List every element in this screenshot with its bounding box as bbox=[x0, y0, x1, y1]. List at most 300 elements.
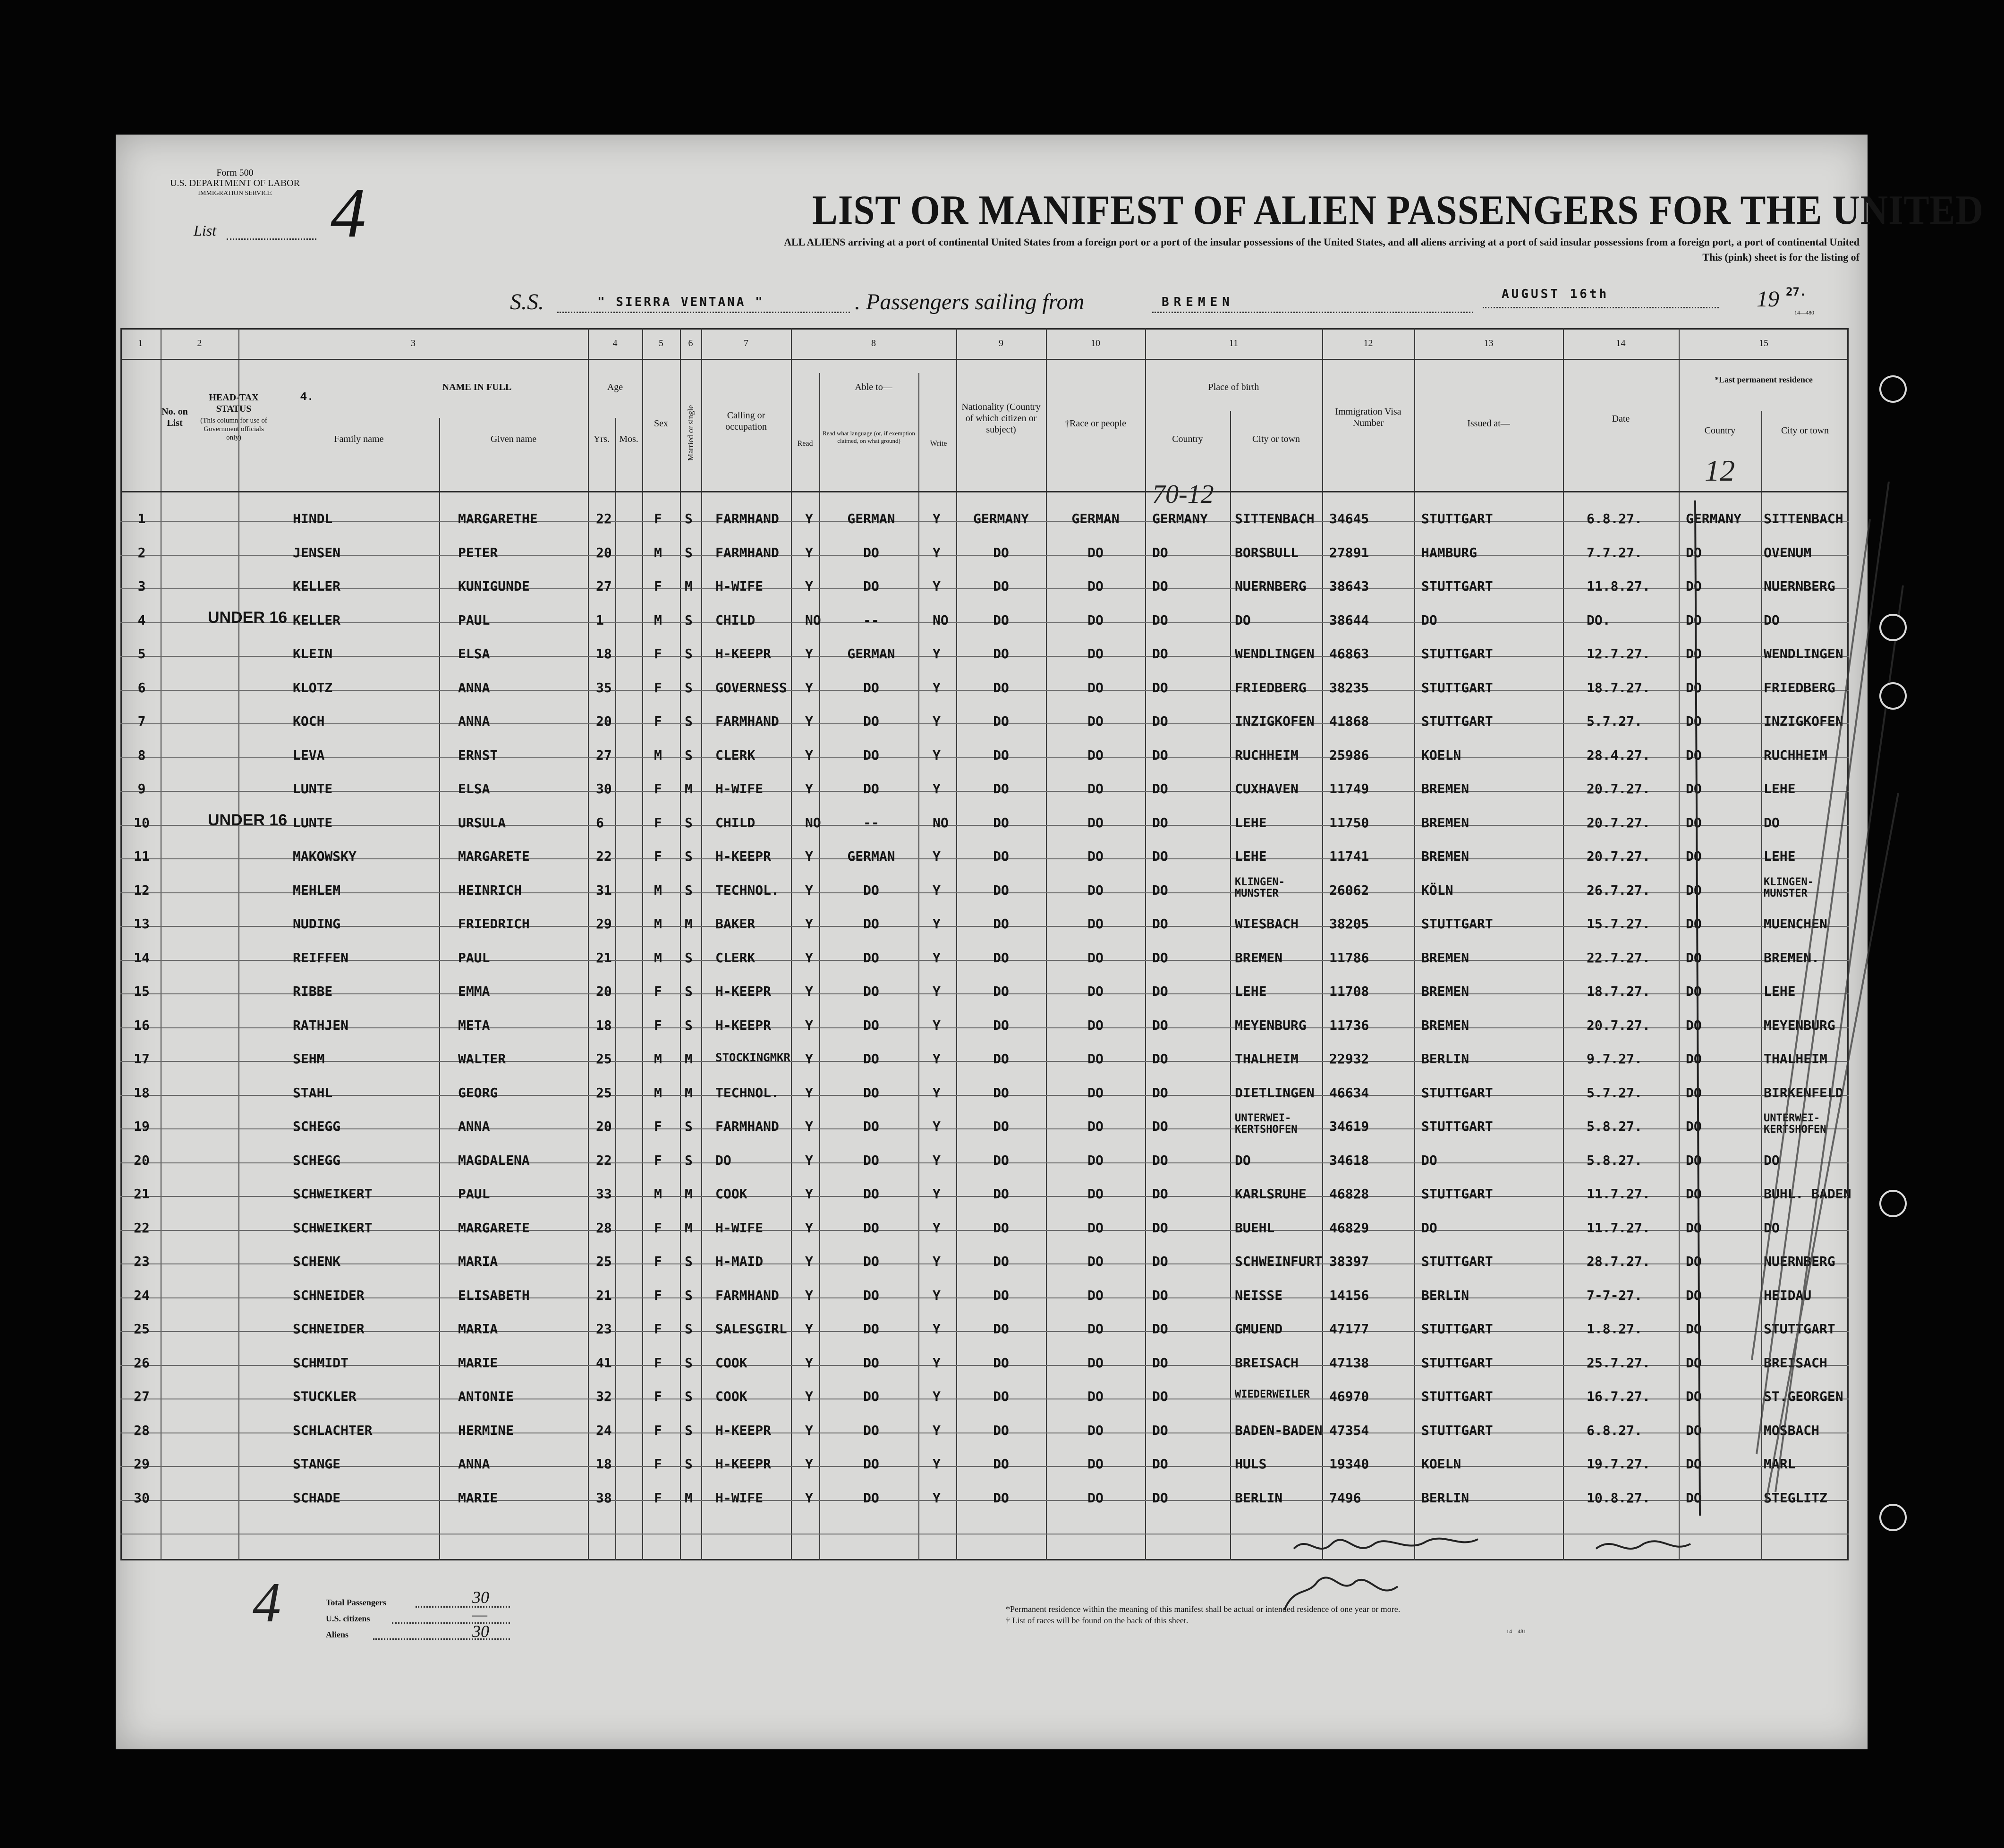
read-language: GERMAN bbox=[847, 511, 895, 526]
family-name: MAKOWSKY bbox=[293, 848, 357, 864]
age-years: 1 bbox=[596, 612, 604, 628]
residence-city: UNTERWEI-KERTSHOFEN bbox=[1764, 1112, 1826, 1136]
total-passengers-value: 30 bbox=[472, 1588, 489, 1607]
birth-country: DO bbox=[1152, 1355, 1168, 1371]
aliens-label: Aliens bbox=[326, 1630, 349, 1639]
age-years: 28 bbox=[596, 1220, 612, 1236]
can-read: Y bbox=[805, 949, 813, 966]
can-read: Y bbox=[805, 1490, 813, 1506]
aliens-value: 30 bbox=[472, 1622, 489, 1641]
can-write: Y bbox=[933, 949, 941, 966]
visa-number: 47177 bbox=[1329, 1321, 1369, 1337]
sex: F bbox=[654, 578, 662, 594]
read-language: DO bbox=[863, 1321, 879, 1337]
race: DO bbox=[1087, 1152, 1104, 1168]
birth-country: DO bbox=[1152, 1051, 1168, 1067]
age-years: 25 bbox=[596, 1085, 612, 1101]
residence-city: OVENUM bbox=[1764, 544, 1812, 560]
birth-country: DO bbox=[1152, 1287, 1168, 1303]
can-read: Y bbox=[805, 1389, 813, 1404]
can-write: NO bbox=[933, 612, 949, 628]
col-number: 10 bbox=[1091, 338, 1100, 348]
column-divider bbox=[791, 328, 792, 1560]
visa-number: 38205 bbox=[1329, 916, 1369, 932]
department-name: U.S. DEPARTMENT OF LABOR bbox=[170, 178, 300, 188]
visa-number: 14156 bbox=[1329, 1287, 1369, 1303]
age-years: 33 bbox=[596, 1186, 612, 1202]
age-years: 31 bbox=[596, 882, 612, 898]
read-language: DO bbox=[863, 1490, 879, 1506]
nationality: DO bbox=[993, 578, 1009, 594]
given-name: MAGDALENA bbox=[458, 1152, 530, 1168]
race: DO bbox=[1087, 1254, 1104, 1269]
header-write: Write bbox=[930, 440, 947, 448]
residence-country: DO bbox=[1686, 1490, 1702, 1506]
form-header bbox=[170, 168, 300, 199]
marital-status: S bbox=[685, 1254, 693, 1269]
age-years: 18 bbox=[596, 1456, 612, 1472]
residence-country: DO bbox=[1686, 1355, 1702, 1371]
residence-country: GERMANY bbox=[1686, 511, 1742, 526]
nationality: DO bbox=[993, 1254, 1009, 1269]
can-read: Y bbox=[805, 1254, 813, 1269]
marital-status: S bbox=[685, 646, 693, 661]
header-able-to: Able to— bbox=[855, 382, 892, 392]
can-read: Y bbox=[805, 1456, 813, 1472]
age-years: 20 bbox=[596, 983, 612, 999]
nationality: DO bbox=[993, 679, 1009, 695]
issued-at: BERLIN bbox=[1421, 1287, 1469, 1303]
sex: F bbox=[654, 1017, 662, 1033]
birth-country: DO bbox=[1152, 882, 1168, 898]
row-number: 2 bbox=[137, 544, 146, 560]
header-read: Read bbox=[797, 440, 813, 448]
column-divider bbox=[819, 373, 820, 1560]
read-language: DO bbox=[863, 1355, 879, 1371]
row-number: 4 bbox=[137, 612, 146, 628]
can-read: Y bbox=[805, 1220, 813, 1236]
read-language: DO bbox=[863, 781, 879, 797]
can-write: Y bbox=[933, 1321, 941, 1337]
can-read: Y bbox=[805, 1085, 813, 1101]
visa-number: 34645 bbox=[1329, 511, 1369, 526]
birth-city: BUEHL bbox=[1235, 1220, 1275, 1236]
residence-city: MARL bbox=[1764, 1456, 1796, 1472]
header-name-prefix: 4. bbox=[300, 391, 314, 404]
occupation: BAKER bbox=[715, 916, 756, 932]
family-name: SCHWEIKERT bbox=[293, 1220, 373, 1236]
header-head-tax: HEAD-TAX STATUS bbox=[209, 392, 259, 414]
birth-country: DO bbox=[1152, 1017, 1168, 1033]
column-divider bbox=[439, 418, 440, 1560]
issued-at: KOELN bbox=[1421, 747, 1461, 763]
can-write: Y bbox=[933, 1254, 941, 1269]
can-read: Y bbox=[805, 511, 813, 526]
birth-city: LEHE bbox=[1235, 848, 1267, 864]
marital-status: S bbox=[685, 848, 693, 864]
issue-date: 18.7.27. bbox=[1587, 983, 1650, 999]
age-years: 38 bbox=[596, 1490, 612, 1506]
row-number: 17 bbox=[134, 1051, 150, 1067]
birth-country: DO bbox=[1152, 1119, 1168, 1134]
read-language: DO bbox=[863, 1085, 879, 1101]
header-no-on-list: No. on List bbox=[161, 407, 188, 428]
head-tax-status: UNDER 16 bbox=[208, 811, 288, 829]
nationality: DO bbox=[993, 1152, 1009, 1168]
issue-date: 28.7.27. bbox=[1587, 1254, 1650, 1269]
age-years: 27 bbox=[596, 578, 612, 594]
column-divider bbox=[1679, 328, 1680, 1560]
race: DO bbox=[1087, 1017, 1104, 1033]
residence-country: DO bbox=[1686, 1456, 1702, 1472]
residence-city: BREISACH bbox=[1764, 1355, 1827, 1371]
birth-country: DO bbox=[1152, 1422, 1168, 1438]
age-years: 27 bbox=[596, 747, 612, 763]
birth-city: WIEDERWEILER bbox=[1235, 1389, 1310, 1400]
given-name: ANNA bbox=[458, 713, 490, 729]
sex: F bbox=[654, 646, 662, 661]
nationality: DO bbox=[993, 612, 1009, 628]
can-write: Y bbox=[933, 578, 941, 594]
issue-date: 1.8.27. bbox=[1587, 1321, 1643, 1337]
issue-date: 28.4.27. bbox=[1587, 747, 1650, 763]
issue-date: 25.7.27. bbox=[1587, 1355, 1650, 1371]
age-years: 20 bbox=[596, 713, 612, 729]
issue-date: 20.7.27. bbox=[1587, 814, 1650, 831]
read-language: DO bbox=[863, 679, 879, 695]
birth-country: DO bbox=[1152, 848, 1168, 864]
issued-at: DO bbox=[1421, 1220, 1437, 1236]
column-divider bbox=[588, 328, 589, 1560]
read-language: DO bbox=[863, 1456, 879, 1472]
header-residence-city: City or town bbox=[1781, 425, 1829, 436]
marital-status: S bbox=[685, 1355, 693, 1371]
read-language: -- bbox=[863, 814, 879, 831]
residence-country: DO bbox=[1686, 612, 1702, 628]
row-number: 8 bbox=[137, 747, 146, 763]
row-number: 14 bbox=[134, 949, 150, 966]
residence-city: STEGLITZ bbox=[1764, 1490, 1827, 1506]
birth-city: RUCHHEIM bbox=[1235, 747, 1299, 763]
read-language: DO bbox=[863, 1422, 879, 1438]
occupation: COOK bbox=[715, 1355, 747, 1371]
birth-country: DO bbox=[1152, 1389, 1168, 1404]
residence-country: DO bbox=[1686, 646, 1702, 661]
nationality: DO bbox=[993, 1490, 1009, 1506]
service-name: IMMIGRATION SERVICE bbox=[198, 190, 272, 197]
occupation: H-KEEPR bbox=[715, 646, 772, 661]
issue-date: 22.7.27. bbox=[1587, 949, 1650, 966]
age-years: 41 bbox=[596, 1355, 612, 1371]
family-name: STUCKLER bbox=[293, 1389, 357, 1404]
row-number: 18 bbox=[134, 1085, 150, 1101]
birth-city: WIESBACH bbox=[1235, 916, 1299, 932]
birth-city: KARLSRUHE bbox=[1235, 1186, 1307, 1202]
sex: M bbox=[654, 1085, 662, 1101]
race: DO bbox=[1087, 1119, 1104, 1134]
read-language: DO bbox=[863, 882, 879, 898]
given-name: MARGARETE bbox=[458, 848, 530, 864]
birth-city: FRIEDBERG bbox=[1235, 679, 1307, 695]
residence-city: BUHL. BADEN bbox=[1764, 1186, 1851, 1202]
birth-city: GMUEND bbox=[1235, 1321, 1283, 1337]
given-name: ANNA bbox=[458, 1456, 490, 1472]
sex: F bbox=[654, 1389, 662, 1404]
head-tax-status: UNDER 16 bbox=[208, 608, 288, 627]
sex: M bbox=[654, 949, 662, 966]
birth-country: DO bbox=[1152, 1254, 1168, 1269]
issued-at: STUTTGART bbox=[1421, 1085, 1493, 1101]
col-number: 8 bbox=[871, 338, 876, 348]
race: DO bbox=[1087, 949, 1104, 966]
issued-at: STUTTGART bbox=[1421, 916, 1493, 932]
race: GERMAN bbox=[1071, 511, 1120, 526]
row-number: 27 bbox=[134, 1389, 150, 1404]
visa-number: 38397 bbox=[1329, 1254, 1369, 1269]
age-years: 21 bbox=[596, 1287, 612, 1303]
issue-date: 11.7.27. bbox=[1587, 1220, 1650, 1236]
column-divider bbox=[642, 328, 643, 1560]
can-read: Y bbox=[805, 1051, 813, 1067]
issue-date: 11.8.27. bbox=[1587, 578, 1650, 594]
issued-at: DO bbox=[1421, 612, 1437, 628]
marital-status: M bbox=[685, 1085, 693, 1101]
can-write: Y bbox=[933, 1389, 941, 1404]
age-years: 30 bbox=[596, 781, 612, 797]
nationality: DO bbox=[993, 646, 1009, 661]
residence-country: DO bbox=[1686, 916, 1702, 932]
given-name: ANNA bbox=[458, 1119, 490, 1134]
sex: M bbox=[654, 882, 662, 898]
visa-number: 41868 bbox=[1329, 713, 1369, 729]
issue-date: 6.8.27. bbox=[1587, 511, 1643, 526]
given-name: PAUL bbox=[458, 612, 490, 628]
family-name: LUNTE bbox=[293, 781, 333, 797]
age-years: 25 bbox=[596, 1051, 612, 1067]
issue-date: 5.8.27. bbox=[1587, 1119, 1643, 1134]
given-name: MARIE bbox=[458, 1355, 498, 1371]
ss-label: S.S. bbox=[510, 289, 544, 314]
nationality: DO bbox=[993, 1287, 1009, 1303]
can-write: Y bbox=[933, 1119, 941, 1134]
birth-country: DO bbox=[1152, 916, 1168, 932]
residence-city: FRIEDBERG bbox=[1764, 679, 1835, 695]
race: DO bbox=[1087, 713, 1104, 729]
nationality: DO bbox=[993, 1220, 1009, 1236]
race: DO bbox=[1087, 578, 1104, 594]
visa-number: 34618 bbox=[1329, 1152, 1369, 1168]
visa-number: 38643 bbox=[1329, 578, 1369, 594]
nationality: DO bbox=[993, 544, 1009, 560]
issued-at: STUTTGART bbox=[1421, 1389, 1493, 1404]
nationality: DO bbox=[993, 848, 1009, 864]
given-name: PETER bbox=[458, 544, 498, 560]
issued-at: STUTTGART bbox=[1421, 1422, 1493, 1438]
nationality: DO bbox=[993, 1186, 1009, 1202]
family-name: RIBBE bbox=[293, 983, 333, 999]
age-years: 22 bbox=[596, 1152, 612, 1168]
nationality: DO bbox=[993, 1456, 1009, 1472]
birth-country: DO bbox=[1152, 646, 1168, 661]
sailing-label: . Passengers sailing from bbox=[855, 289, 1085, 314]
sex: F bbox=[654, 1422, 662, 1438]
header-head-tax-note: (This column for use of Government officials only) bbox=[200, 417, 267, 441]
family-name: KLEIN bbox=[293, 646, 333, 661]
can-write: Y bbox=[933, 983, 941, 999]
age-years: 35 bbox=[596, 679, 612, 695]
residence-country: DO bbox=[1686, 1389, 1702, 1404]
marital-status: M bbox=[685, 916, 693, 932]
visa-number: 46828 bbox=[1329, 1186, 1369, 1202]
sex: M bbox=[654, 916, 662, 932]
occupation: FARMHAND bbox=[715, 1119, 779, 1134]
can-read: Y bbox=[805, 679, 813, 695]
can-write: Y bbox=[933, 646, 941, 661]
marital-status: S bbox=[685, 1152, 693, 1168]
sex: F bbox=[654, 679, 662, 695]
sex: M bbox=[654, 747, 662, 763]
family-name: LUNTE bbox=[293, 814, 333, 831]
issued-at: BREMEN bbox=[1421, 814, 1469, 831]
age-years: 20 bbox=[596, 1119, 612, 1134]
nationality: DO bbox=[993, 882, 1009, 898]
race: DO bbox=[1087, 1321, 1104, 1337]
occupation: H-WIFE bbox=[715, 578, 764, 594]
race: DO bbox=[1087, 1490, 1104, 1506]
residence-city: DO bbox=[1764, 612, 1780, 628]
occupation: H-MAID bbox=[715, 1254, 764, 1269]
sex: M bbox=[654, 1186, 662, 1202]
race: DO bbox=[1087, 1456, 1104, 1472]
can-write: Y bbox=[933, 1152, 941, 1168]
can-write: Y bbox=[933, 544, 941, 560]
header-visa-number: Immigration Visa Number bbox=[1335, 407, 1401, 428]
can-write: Y bbox=[933, 781, 941, 797]
issued-at: STUTTGART bbox=[1421, 1186, 1493, 1202]
can-read: NO bbox=[805, 814, 821, 831]
given-name: ELISABETH bbox=[458, 1287, 530, 1303]
row-number: 24 bbox=[134, 1287, 150, 1303]
nationality: DO bbox=[993, 1119, 1009, 1134]
birth-country: DO bbox=[1152, 713, 1168, 729]
issued-at: STUTTGART bbox=[1421, 713, 1493, 729]
date-line bbox=[1483, 307, 1719, 308]
occupation: H-KEEPR bbox=[715, 983, 772, 999]
marital-status: S bbox=[685, 983, 693, 999]
read-language: DO bbox=[863, 1152, 879, 1168]
race: DO bbox=[1087, 1186, 1104, 1202]
birth-country: DO bbox=[1152, 1490, 1168, 1506]
family-name: SCHADE bbox=[293, 1490, 341, 1506]
nationality: DO bbox=[993, 1085, 1009, 1101]
sex: F bbox=[654, 814, 662, 831]
sex: F bbox=[654, 983, 662, 999]
birth-city: THALHEIM bbox=[1235, 1051, 1299, 1067]
column-divider bbox=[1145, 328, 1146, 1560]
occupation: GOVERNESS bbox=[715, 679, 787, 695]
residence-city: DO bbox=[1764, 1220, 1780, 1236]
age-years: 25 bbox=[596, 1254, 612, 1269]
header-nationality: Nationality (Country of which citizen or subject) bbox=[961, 402, 1041, 435]
column-divider bbox=[1414, 328, 1415, 1560]
issued-at: STUTTGART bbox=[1421, 1119, 1493, 1134]
birth-city: BADEN-BADEN bbox=[1235, 1422, 1323, 1438]
family-name: SCHNEIDER bbox=[293, 1321, 365, 1337]
residence-city: KLINGEN-MUNSTER bbox=[1764, 876, 1814, 899]
family-name: HINDL bbox=[293, 511, 333, 526]
header-race: †Race or people bbox=[1065, 418, 1126, 429]
sex: F bbox=[654, 848, 662, 864]
sex: F bbox=[654, 1456, 662, 1472]
given-name: GEORG bbox=[458, 1085, 498, 1101]
birth-city: DO bbox=[1235, 612, 1251, 628]
residence-city: WENDLINGEN bbox=[1764, 646, 1843, 661]
age-years: 20 bbox=[596, 544, 612, 560]
race: DO bbox=[1087, 781, 1104, 797]
family-name: SCHLACHTER bbox=[293, 1422, 373, 1438]
birth-city: SCHWEINFURT bbox=[1235, 1254, 1323, 1269]
marital-status: S bbox=[685, 1422, 693, 1438]
residence-note: 12 bbox=[1705, 454, 1735, 487]
row-number: 1 bbox=[137, 511, 146, 526]
residence-country: DO bbox=[1686, 578, 1702, 594]
issue-date: 26.7.27. bbox=[1587, 882, 1650, 898]
marital-status: S bbox=[685, 1456, 693, 1472]
marital-status: S bbox=[685, 814, 693, 831]
race: DO bbox=[1087, 1389, 1104, 1404]
can-write: Y bbox=[933, 1490, 941, 1506]
occupation: CHILD bbox=[715, 612, 756, 628]
subtitle-line-1: ALL ALIENS arriving at a port of continental United States from a foreign port or a port of the insular possessions of the United States, and all aliens arriving at a port of said insular possessions from a foreign port, a port of continental United bbox=[784, 236, 1860, 248]
race: DO bbox=[1087, 612, 1104, 628]
birth-city: DO bbox=[1235, 1152, 1251, 1168]
year-label: 19 bbox=[1757, 287, 1779, 312]
birth-country-note: 70-12 bbox=[1152, 480, 1214, 509]
sex: M bbox=[654, 612, 662, 628]
row-number: 29 bbox=[134, 1456, 150, 1472]
birth-city: SITTENBACH bbox=[1235, 511, 1315, 526]
row-number: 11 bbox=[134, 848, 150, 864]
visa-number: 19340 bbox=[1329, 1456, 1369, 1472]
us-citizens-label: U.S. citizens bbox=[326, 1614, 370, 1623]
marital-status: S bbox=[685, 1017, 693, 1033]
form-code-bottom: 14—481 bbox=[1506, 1628, 1526, 1635]
occupation: COOK bbox=[715, 1186, 747, 1202]
residence-city: LEHE bbox=[1764, 848, 1796, 864]
read-language: DO bbox=[863, 1119, 879, 1134]
race: DO bbox=[1087, 814, 1104, 831]
issue-date: 7.7.27. bbox=[1587, 544, 1643, 560]
read-language: DO bbox=[863, 1389, 879, 1404]
list-number-line bbox=[227, 238, 316, 240]
age-years: 32 bbox=[596, 1389, 612, 1404]
residence-country: DO bbox=[1686, 713, 1702, 729]
can-read: Y bbox=[805, 578, 813, 594]
issued-at: KOELN bbox=[1421, 1456, 1461, 1472]
footnote-races: † List of races will be found on the back of this sheet. bbox=[1006, 1616, 1189, 1625]
family-name: KLOTZ bbox=[293, 679, 333, 695]
issued-at: STUTTGART bbox=[1421, 646, 1493, 661]
marital-status: M bbox=[685, 1051, 693, 1067]
birth-country: GERMANY bbox=[1152, 511, 1208, 526]
port-line bbox=[1152, 312, 1473, 313]
given-name: META bbox=[458, 1017, 490, 1033]
row-number: 9 bbox=[137, 781, 146, 797]
family-name: SCHWEIKERT bbox=[293, 1186, 373, 1202]
read-language: DO bbox=[863, 544, 879, 560]
visa-number: 46970 bbox=[1329, 1389, 1369, 1404]
row-number: 3 bbox=[137, 578, 146, 594]
